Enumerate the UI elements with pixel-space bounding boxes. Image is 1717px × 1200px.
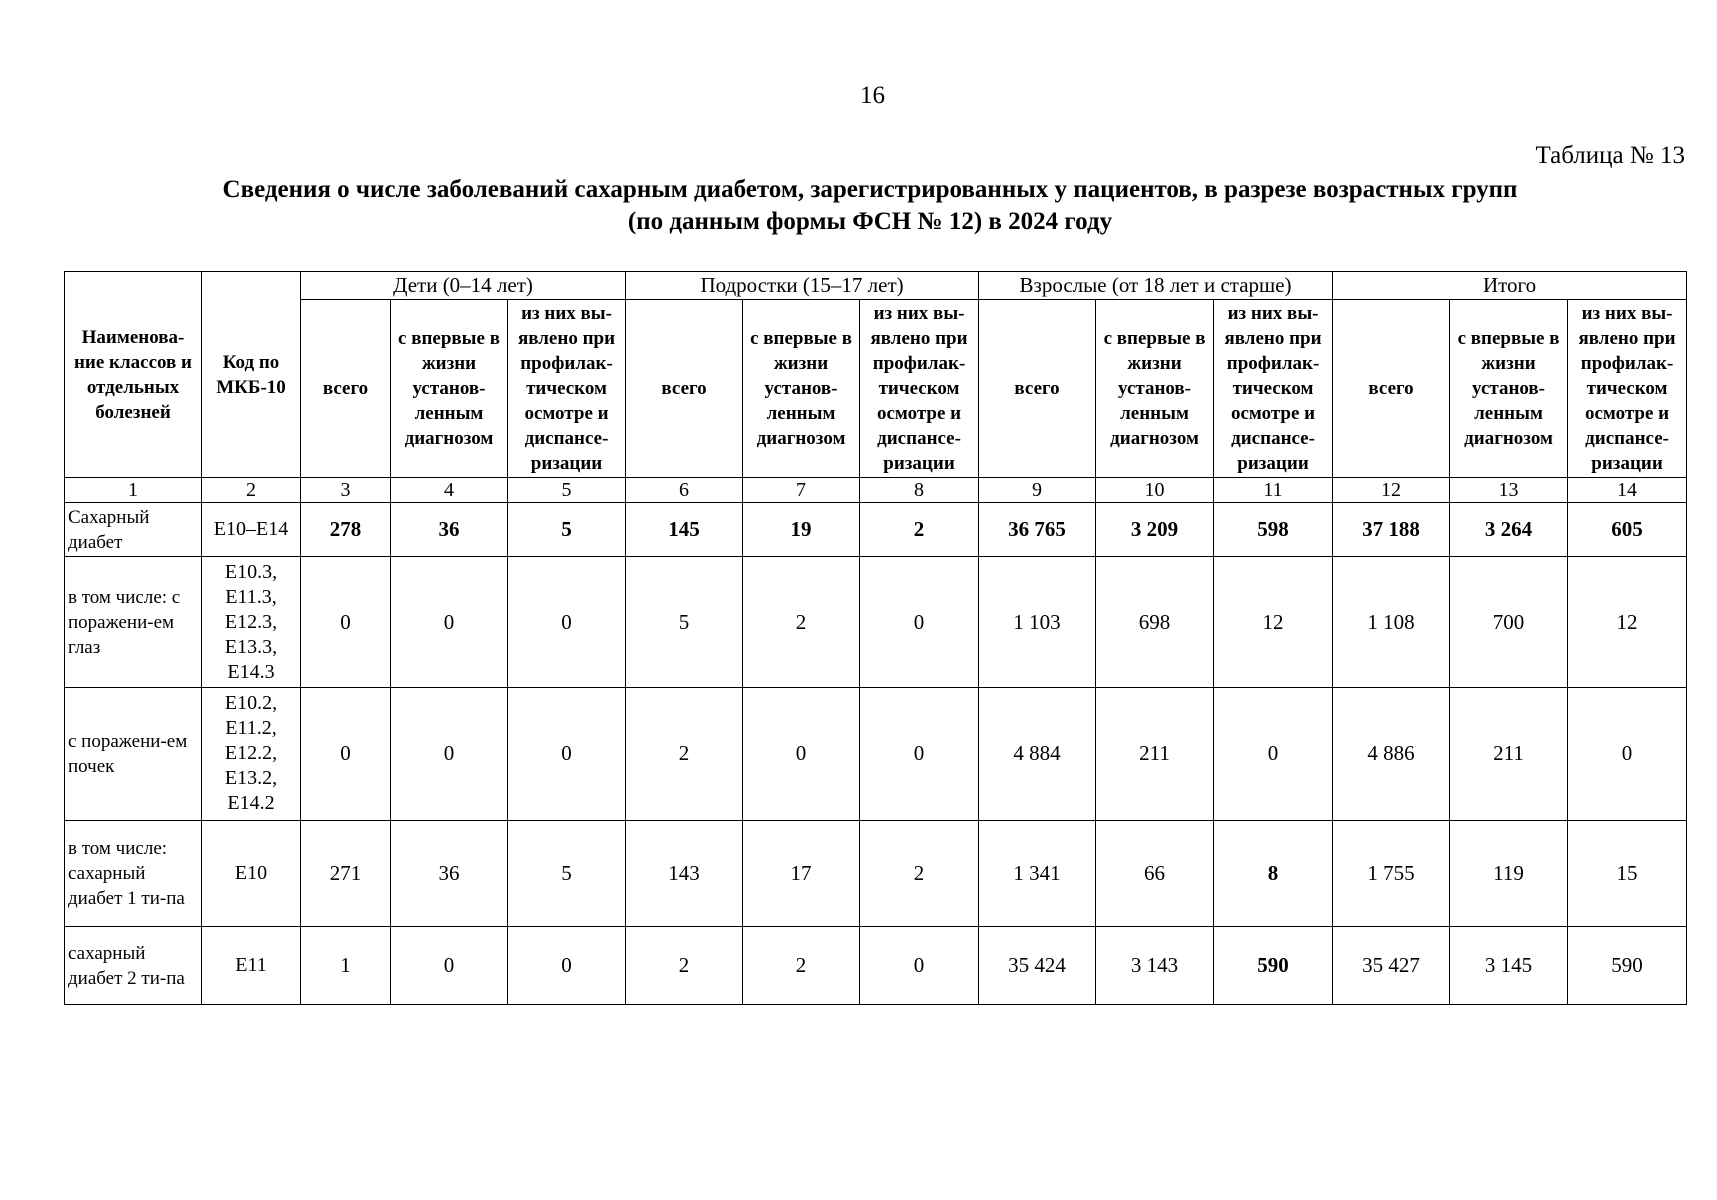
value-cell: 143: [626, 820, 743, 926]
value-cell: 19: [743, 503, 860, 557]
column-number: 8: [860, 478, 979, 503]
value-cell: 278: [301, 503, 391, 557]
header-sub-first: с впервые в жизни установ-ленным диагнозом: [743, 300, 860, 478]
header-sub-total: всего: [626, 300, 743, 478]
column-number: 14: [1568, 478, 1687, 503]
page-number: 16: [860, 82, 885, 109]
value-cell: 598: [1214, 503, 1333, 557]
value-cell: 0: [860, 927, 979, 1005]
icd-code-cell: E10.2, E11.2, E12.2, E13.2, E14.2: [202, 688, 301, 821]
column-number: 10: [1096, 478, 1214, 503]
header-group-children: Дети (0–14 лет): [301, 272, 626, 300]
header-sub-first: с впервые в жизни установ-ленным диагнозом: [391, 300, 508, 478]
value-cell: 35 424: [979, 927, 1096, 1005]
header-sub-prof: из них вы-явлено при профилак-тическом осмотре и диспансе-ризации: [860, 300, 979, 478]
header-sub-prof: из них вы-явлено при профилак-тическом осмотре и диспансе-ризации: [1214, 300, 1333, 478]
value-cell: 211: [1450, 688, 1568, 821]
header-sub-total: всего: [301, 300, 391, 478]
disease-name-cell: в том числе: сахарный диабет 1 ти-па: [65, 820, 202, 926]
table-number: Таблица № 13: [1535, 142, 1685, 169]
icd-code-cell: E10: [202, 820, 301, 926]
value-cell: 700: [1450, 557, 1568, 688]
value-cell: 5: [626, 557, 743, 688]
value-cell: 119: [1450, 820, 1568, 926]
value-cell: 590: [1568, 927, 1687, 1005]
value-cell: 0: [301, 557, 391, 688]
header-group-total: Итого: [1333, 272, 1687, 300]
value-cell: 2: [743, 557, 860, 688]
value-cell: 37 188: [1333, 503, 1450, 557]
header-sub-prof: из них вы-явлено при профилак-тическом осмотре и диспансе-ризации: [1568, 300, 1687, 478]
icd-code-cell: E10–E14: [202, 503, 301, 557]
header-sub-first: с впервые в жизни установ-ленным диагнозом: [1096, 300, 1214, 478]
value-cell: 211: [1096, 688, 1214, 821]
value-cell: 1 108: [1333, 557, 1450, 688]
column-number: 11: [1214, 478, 1333, 503]
value-cell: 36: [391, 820, 508, 926]
value-cell: 66: [1096, 820, 1214, 926]
disease-name-cell: с поражени-ем почек: [65, 688, 202, 821]
value-cell: 0: [860, 688, 979, 821]
disease-name-cell: в том числе: с поражени-ем глаз: [65, 557, 202, 688]
value-cell: 17: [743, 820, 860, 926]
column-number: 2: [202, 478, 301, 503]
value-cell: 12: [1214, 557, 1333, 688]
value-cell: 0: [301, 688, 391, 821]
value-cell: 4 884: [979, 688, 1096, 821]
value-cell: 5: [508, 503, 626, 557]
column-number: 13: [1450, 478, 1568, 503]
value-cell: 3 143: [1096, 927, 1214, 1005]
value-cell: 1: [301, 927, 391, 1005]
value-cell: 590: [1214, 927, 1333, 1005]
column-number: 7: [743, 478, 860, 503]
column-number: 4: [391, 478, 508, 503]
value-cell: 8: [1214, 820, 1333, 926]
disease-name-cell: сахарный диабет 2 ти-па: [65, 927, 202, 1005]
value-cell: 0: [508, 557, 626, 688]
value-cell: 1 755: [1333, 820, 1450, 926]
value-cell: 5: [508, 820, 626, 926]
value-cell: 3 145: [1450, 927, 1568, 1005]
value-cell: 0: [1568, 688, 1687, 821]
column-number: 3: [301, 478, 391, 503]
header-sub-first: с впервые в жизни установ-ленным диагнозом: [1450, 300, 1568, 478]
value-cell: 2: [626, 927, 743, 1005]
value-cell: 1 103: [979, 557, 1096, 688]
value-cell: 3 264: [1450, 503, 1568, 557]
disease-name-cell: Сахарный диабет: [65, 503, 202, 557]
value-cell: 271: [301, 820, 391, 926]
value-cell: 0: [508, 688, 626, 821]
header-group-adults: Взрослые (от 18 лет и старше): [979, 272, 1333, 300]
value-cell: 15: [1568, 820, 1687, 926]
value-cell: 2: [860, 820, 979, 926]
header-code: Код по МКБ-10: [202, 272, 301, 478]
header-group-teens: Подростки (15–17 лет): [626, 272, 979, 300]
table-row: [65, 927, 1687, 1005]
title-line-2: (по данным формы ФСН № 12) в 2024 году: [627, 208, 1113, 235]
value-cell: 0: [391, 688, 508, 821]
value-cell: 1 341: [979, 820, 1096, 926]
column-number: 5: [508, 478, 626, 503]
column-number: 6: [626, 478, 743, 503]
column-number: 12: [1333, 478, 1450, 503]
column-number: 9: [979, 478, 1096, 503]
value-cell: 0: [743, 688, 860, 821]
header-sub-total: всего: [1333, 300, 1450, 478]
value-cell: 36 765: [979, 503, 1096, 557]
value-cell: 0: [860, 557, 979, 688]
table-row: [65, 557, 1687, 688]
value-cell: 3 209: [1096, 503, 1214, 557]
value-cell: 0: [391, 927, 508, 1005]
column-number: 1: [65, 478, 202, 503]
value-cell: 36: [391, 503, 508, 557]
value-cell: 2: [626, 688, 743, 821]
title-line-1: Сведения о числе заболеваний сахарным диабетом, зарегистрированных у пациентов, в разрезе возрастных групп: [222, 176, 1518, 203]
value-cell: 2: [860, 503, 979, 557]
value-cell: 0: [1214, 688, 1333, 821]
header-sub-prof: из них вы-явлено при профилак-тическом осмотре и диспансе-ризации: [508, 300, 626, 478]
value-cell: 145: [626, 503, 743, 557]
value-cell: 0: [508, 927, 626, 1005]
value-cell: 698: [1096, 557, 1214, 688]
icd-code-cell: E10.3, E11.3, E12.3, E13.3, E14.3: [202, 557, 301, 688]
table-title: [170, 174, 1570, 238]
value-cell: 2: [743, 927, 860, 1005]
value-cell: 4 886: [1333, 688, 1450, 821]
value-cell: 0: [391, 557, 508, 688]
diabetes-table: [64, 271, 1687, 1005]
table-row: [65, 503, 1687, 557]
table-row: [65, 820, 1687, 926]
table-row: [65, 688, 1687, 821]
value-cell: 35 427: [1333, 927, 1450, 1005]
icd-code-cell: E11: [202, 927, 301, 1005]
value-cell: 605: [1568, 503, 1687, 557]
header-sub-total: всего: [979, 300, 1096, 478]
value-cell: 12: [1568, 557, 1687, 688]
header-name: Наименова-ние классов и отдельных болезней: [65, 272, 202, 478]
